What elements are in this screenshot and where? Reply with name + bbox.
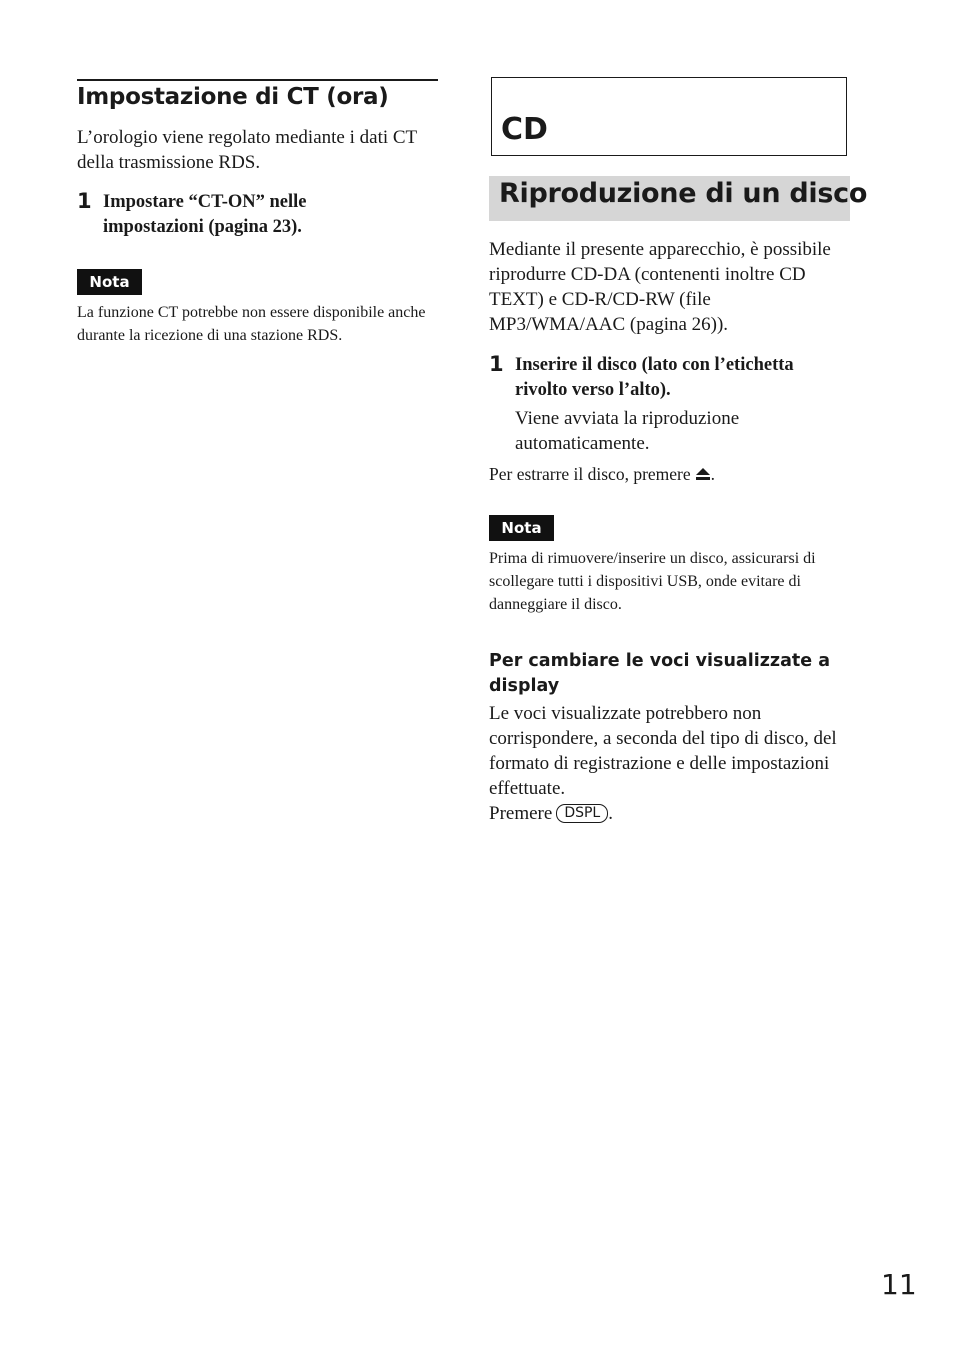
step-text: Inserire il disco (lato con l’etichetta rivolto verso l’alto). [515, 355, 794, 400]
press-text: Premere [489, 803, 553, 824]
ct-heading: Impostazione di CT (ora) [77, 84, 389, 110]
press-line [489, 801, 613, 826]
eject-icon [695, 467, 711, 481]
cd-section-box [491, 77, 847, 156]
eject-line [489, 462, 715, 487]
step-result: Viene avviata la riproduzione automaticamente. [515, 408, 740, 454]
ct-intro: L’orologio viene regolato mediante i dati CT della trasmissione RDS. [77, 127, 417, 173]
dspl-button: DSPL [556, 804, 608, 823]
note-badge: Nota [489, 515, 554, 541]
cd-intro: Mediante il presente apparecchio, è possibile riprodurre CD-DA (contenenti inoltre CD TEXT) e CD-R/CD-RW (file MP3/WMA/AAC (pagina 26)). [489, 239, 831, 335]
step-number: 1 [489, 352, 504, 376]
step-text: Impostare “CT-ON” nelle impostazioni (pagina 23). [103, 192, 307, 237]
cd-title: CD [501, 112, 548, 147]
eject-period: . [710, 464, 716, 484]
press-period: . [608, 803, 613, 824]
heading-rule [77, 79, 438, 81]
eject-text: Per estrarre il disco, premere [489, 464, 691, 484]
sub-heading: Per cambiare le voci visualizzate a display [489, 651, 831, 696]
section-heading-bar [489, 176, 868, 221]
note-text: La funzione CT potrebbe non essere disponibile anche durante la ricezione di una stazione RDS. [77, 304, 426, 344]
section-heading: Riproduzione di un disco [499, 178, 868, 209]
note-text: Prima di rimuovere/inserire un disco, assicurarsi di scollegare tutti i dispositivi USB, onde evitare di danneggiare il disco. [489, 550, 816, 613]
page-number: 11 [881, 1268, 917, 1301]
note-badge: Nota [77, 269, 142, 295]
sub-text: Le voci visualizzate potrebbero non corrispondere, a seconda del tipo di disco, del formato di registrazione e delle impostazioni effettuate. [489, 703, 837, 799]
step-number: 1 [77, 189, 92, 213]
